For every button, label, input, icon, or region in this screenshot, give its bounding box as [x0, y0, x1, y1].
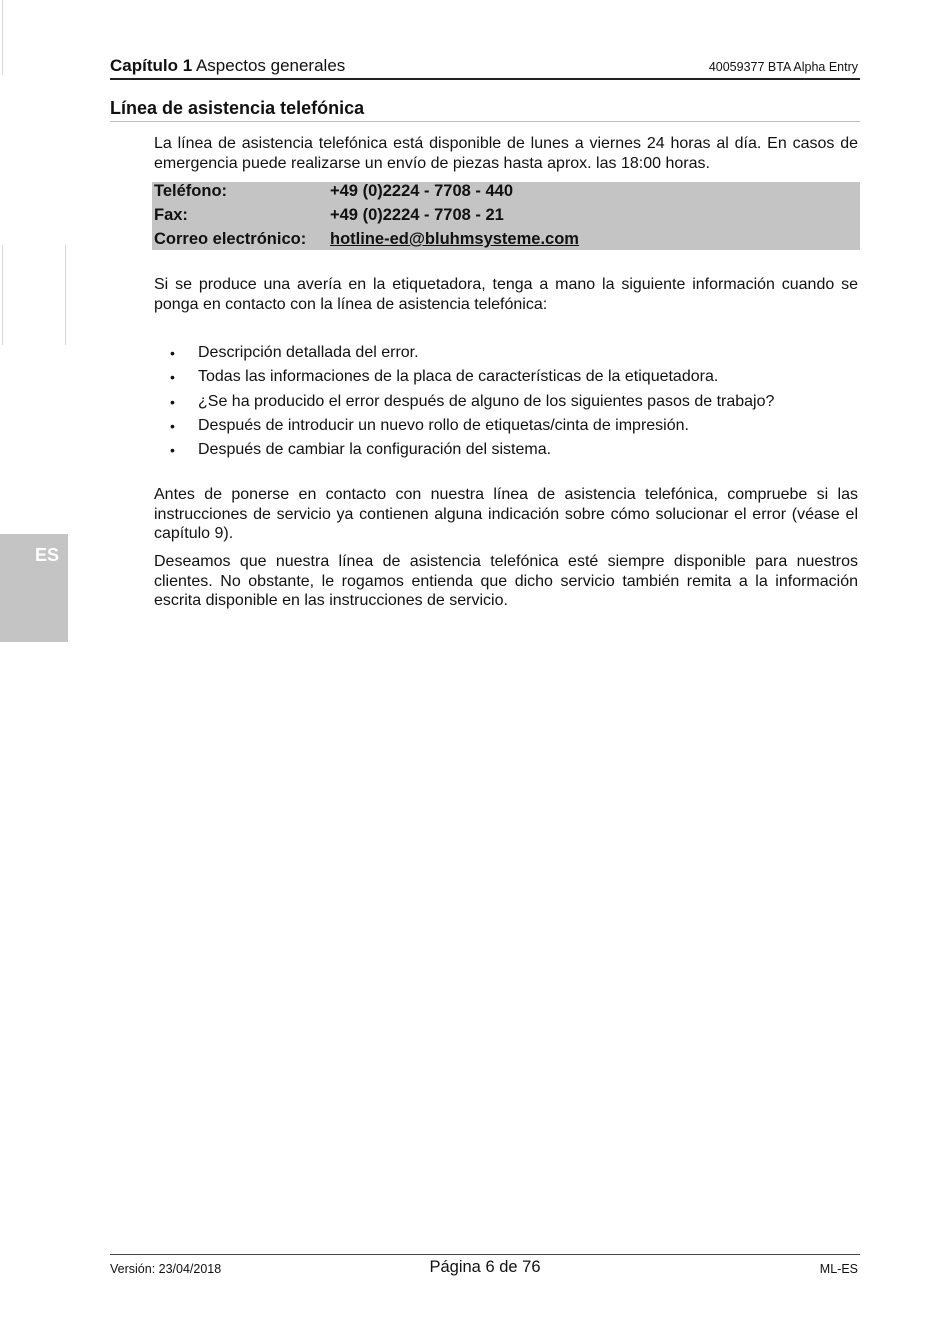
list-item-text: Después de introducir un nuevo rollo de etiquetas/cinta de impresión.	[198, 416, 689, 434]
phone-value: +49 (0)2224 - 7708 - 440	[330, 182, 514, 200]
page-header	[110, 54, 860, 80]
list-item	[154, 440, 858, 464]
breakdown-paragraph: Si se produce una avería en la etiquetadora, tenga a mano la siguiente información cuando se ponga en contacto con la línea de asistencia telefónica:	[154, 276, 858, 313]
list-item	[154, 367, 858, 391]
version-date: Versión: 23/04/2018	[110, 1262, 222, 1276]
phone-label: Teléfono:	[154, 182, 228, 200]
language-side-tab	[0, 534, 68, 642]
chapter-title: Aspectos generales	[195, 56, 346, 75]
contact-advice-paragraph: Antes de ponerse en contacto con nuestra línea de asistencia telefónica, compruebe si las instrucciones de servicio ya contienen alguna indicación sobre cómo solucionar el error (véase el capítulo 9).	[154, 486, 858, 542]
fax-label: Fax:	[154, 206, 188, 224]
bullet-icon: •	[170, 417, 175, 434]
section-title: Línea de asistencia telefónica	[110, 98, 860, 122]
chapter-number: Capítulo 1	[110, 56, 193, 75]
document-id: 40059377 BTA Alpha Entry	[708, 60, 858, 74]
list-item-text: ¿Se ha producido el error después de alguno de los siguientes pasos de trabajo?	[198, 392, 775, 410]
fax-value: +49 (0)2224 - 7708 - 21	[330, 206, 504, 224]
list-item-text: Descripción detallada del error.	[198, 344, 419, 361]
bullet-icon: •	[170, 369, 175, 386]
intro-paragraph: La línea de asistencia telefónica está disponible de lunes a viernes 24 horas al día. En casos de emergencia puede realizarse un envío de piezas hasta aprox. las 18:00 horas.	[154, 135, 858, 172]
language-code: ML-ES	[819, 1262, 858, 1276]
info-bullet-list	[154, 343, 858, 464]
page-edge-line	[2, 0, 3, 75]
list-item	[154, 416, 858, 440]
page-edge-line	[65, 245, 66, 345]
list-item	[154, 343, 858, 367]
page-number: Página 6 de 76	[429, 1258, 541, 1276]
email-link[interactable]: hotline-ed@bluhmsysteme.com	[330, 230, 579, 248]
page-edge-line	[2, 245, 3, 345]
contact-table	[152, 182, 860, 250]
list-item	[154, 392, 858, 416]
chapter-heading	[110, 56, 345, 76]
email-label: Correo electrónico:	[154, 230, 307, 248]
bullet-icon: •	[170, 393, 175, 410]
bullet-icon: •	[170, 442, 175, 459]
list-item-text: Después de cambiar la configuración del sistema.	[198, 441, 552, 459]
bullet-icon: •	[170, 345, 175, 361]
availability-paragraph: Deseamos que nuestra línea de asistencia telefónica esté siempre disponible para nuestros clientes. No obstante, le rogamos entienda que dicho servicio también remita a la información escrita disponible en las instrucciones de servicio.	[154, 553, 858, 609]
list-item-text: Todas las informaciones de la placa de características de la etiquetadora.	[198, 368, 719, 386]
language-tab-label: ES	[35, 545, 60, 565]
page-footer	[110, 1254, 860, 1279]
